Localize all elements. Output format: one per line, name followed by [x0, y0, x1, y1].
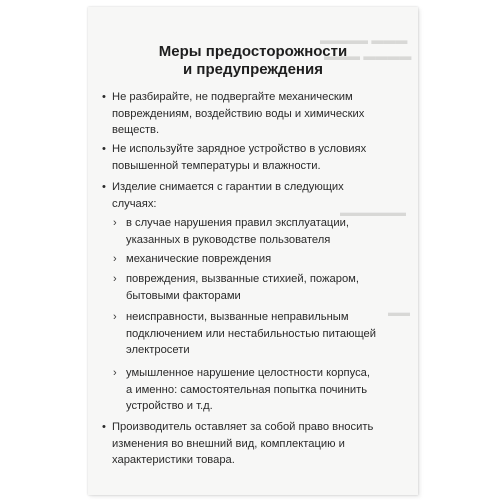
bullet-dot-icon: •: [102, 421, 106, 433]
page-title-line-1: Меры предосторожности: [158, 43, 348, 60]
bleed-through-heading: ▬▬▬ ▬▬▬▬: [320, 33, 408, 47]
sub-item-text: в случае нарушения правил эксплуатации, указанных в руководстве пользователя: [126, 217, 349, 246]
bullet-item-1: [102, 89, 408, 139]
chevron-right-icon: ›: [113, 273, 117, 285]
page-title-line-2: и предупреждения: [183, 61, 323, 78]
bullet-item-4: [102, 419, 408, 469]
leaflet-page: [88, 7, 418, 495]
bullet-dot-icon: •: [102, 143, 106, 155]
sub-item-3: [113, 271, 408, 304]
bullet-item-3: [102, 179, 408, 212]
chevron-right-icon: ›: [113, 217, 117, 229]
document-content: [88, 7, 418, 495]
bullet-text: Не используйте зарядное устройство в условиях повышенной температуры и влажности.: [112, 143, 367, 172]
bleed-through-section: ▬▬▬▬▬▬: [340, 207, 406, 219]
bleed-through-section-2: ▬▬: [388, 307, 410, 319]
bleed-through-subheading: ▬▬▬▬ ▬▬▬: [324, 49, 412, 63]
bullet-dot-icon: •: [102, 181, 106, 193]
bullet-text: Изделие снимается с гарантии в следующих случаях:: [112, 181, 344, 210]
chevron-right-icon: ›: [113, 311, 117, 323]
sub-item-4: [113, 309, 408, 359]
sub-item-text: повреждения, вызванные стихией, пожаром, бытовыми факторами: [126, 273, 359, 302]
sub-item-text: неисправности, вызванные неправильным подключением или нестабильностью питающей электросети: [126, 311, 377, 356]
sub-item-text: умышленное нарушение целостности корпуса, а именно: самостоятельная попытка починить устройство и т.д.: [126, 367, 370, 412]
sub-item-5: [113, 365, 408, 415]
sub-item-text: механические повреждения: [126, 253, 272, 265]
sub-item-1: [113, 215, 408, 248]
bullet-dot-icon: •: [102, 91, 106, 103]
bullet-text: Не разбирайте, не подвергайте механическим повреждениям, воздействию воды и химических веществ.: [112, 91, 365, 136]
chevron-right-icon: ›: [113, 253, 117, 265]
sub-item-2: [113, 251, 408, 268]
bullet-item-2: [102, 141, 408, 174]
bullet-text: Производитель оставляет за собой право вносить изменения во внешний вид, комплектацию и характеристики товара.: [112, 421, 374, 466]
chevron-right-icon: ›: [113, 367, 117, 379]
